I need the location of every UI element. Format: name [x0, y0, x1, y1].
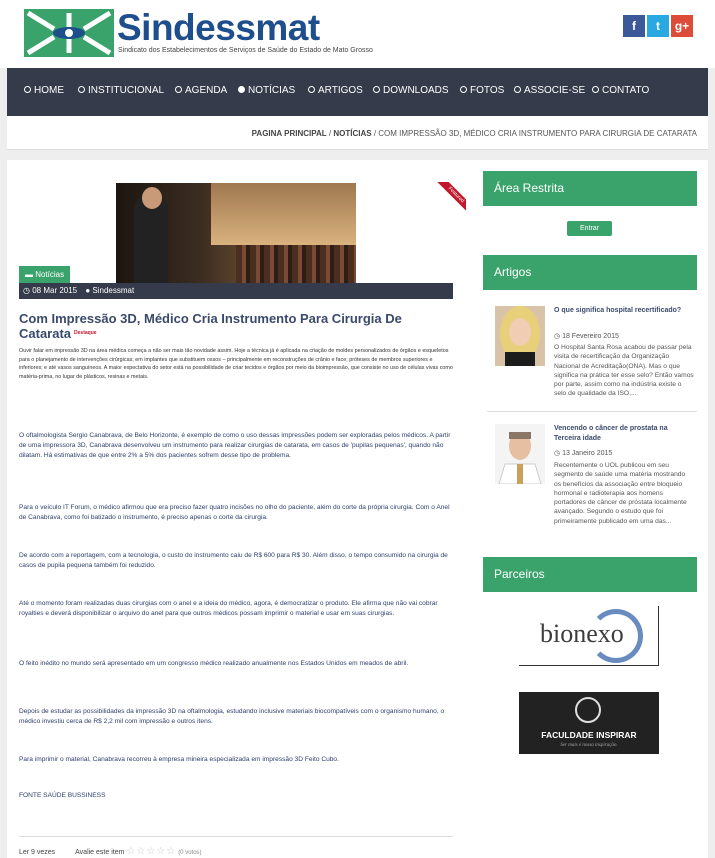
circle-icon: [592, 86, 599, 93]
article-image[interactable]: [116, 183, 356, 283]
article-paragraph: Até o momento foram realizadas duas cirurgias com o anel e a ideia do médico, agora, é democratizar o produto. Ele afirma que não vai cobrar royalties e deverá disponibilizar o arquivo do anel para que outros médicos possam imprimir o material e usar em suas cirurgias.: [19, 600, 438, 617]
nav-home[interactable]: [24, 85, 64, 96]
article-meta: [19, 283, 453, 299]
vote-count: (0 votos): [178, 850, 202, 856]
divider: [19, 836, 453, 837]
articles-header: [483, 255, 697, 290]
nav-institucional[interactable]: [78, 85, 164, 96]
brand-subtitle: Sindicato dos Estabelecimentos de Serviços de Saúde do Estado de Mato Grosso: [118, 47, 373, 54]
sidebar-article: [487, 424, 697, 539]
article-author[interactable]: Sindessmat: [92, 286, 135, 295]
google-plus-glyph: g+: [674, 19, 690, 33]
featured-badge: Destaque: [74, 330, 97, 336]
partner-name: bionexo: [540, 619, 624, 648]
partner-logo-bionexo[interactable]: [519, 606, 659, 666]
inspirar-emblem-icon: [575, 697, 601, 723]
nav-fotos[interactable]: [460, 85, 504, 96]
twitter-glyph: t: [656, 19, 660, 33]
star-icon[interactable]: ☆: [166, 846, 176, 857]
circle-icon: [460, 86, 467, 93]
article-thumbnail[interactable]: [495, 424, 545, 484]
restricted-area-title: Área Restrita: [494, 181, 565, 195]
clock-icon: ◷: [554, 450, 563, 457]
folder-icon: ▬: [25, 270, 36, 279]
ribbon-label: Featured: [436, 182, 466, 215]
sidebar-article-title[interactable]: Vencendo o câncer de prostata na Terceira idade: [554, 425, 668, 442]
category-label: Notícias: [35, 270, 65, 279]
star-icon[interactable]: ☆: [156, 846, 166, 857]
article-paragraph: Para imprimir o material, Canabrava recorreu à empresa mineira especializada em impressão 3D Feito Cubo.: [19, 756, 339, 763]
article-paragraph: O oftalmologista Sergio Canabrava, de Belo Horizonte, é exemplo de como o uso dessas impressões podem ser exploradas pelos médicos. A partir de uma impressora 3D, Canabrava desenvolveu um instrumento para realizar cirurgias de catarata, em casos de 'pupilas pequenas', quando não dilatam. Há estimativas de que entre 2% a 5% dos pacientes sofrem desse tipo de problema.: [19, 432, 451, 459]
sidebar-article-title[interactable]: O que significa hospital recertificado?: [554, 307, 682, 314]
nav-label: HOME: [34, 85, 64, 96]
nav-label: AGENDA: [185, 85, 228, 96]
article-paragraph: Para o veículo IT Forum, o médico afirmou que era preciso fazer quatro incisões no olho do paciente, além do corte da própria cirurgia. Com o Anel de Canabrava, como foi batizado o instrumento, é preciso apenas o corte da cirurgia.: [19, 504, 450, 521]
article-paragraph: De acordo com a reportagem, com a tecnologia, o custo do instrumento caiu de R$ 600 para R$ 30. Além disso, o tempo consumido na cirurgia de casos de pupila pequena também foi reduzido.: [19, 552, 448, 569]
circle-icon: [78, 86, 85, 93]
clock-icon: ◷: [554, 333, 563, 340]
star-icon[interactable]: ☆: [136, 846, 146, 857]
divider: [487, 411, 697, 412]
date-text: 13 Janeiro 2015: [562, 450, 613, 457]
nav-artigos[interactable]: [308, 85, 363, 96]
sidebar-article-excerpt: Recentemente o UOL publicou em seu segmento de saúde uma matéria mostrando os benefícios da associação entre bloqueio hormonal e radioterapia aos homens portadores de câncer de próstata localmente avançado. Segundo o estudo que foi primeiramente publicado em uma das...: [554, 462, 687, 525]
circle-icon: [175, 86, 182, 93]
image-background: [211, 183, 356, 245]
breadcrumb-home[interactable]: PAGINA PRINCIPAL: [251, 129, 327, 138]
sidebar-article: [487, 306, 697, 406]
partner-name: FACULDADE INSPIRAR: [541, 730, 637, 740]
partner-logo-inspirar[interactable]: [519, 692, 659, 754]
partner-slogan: Ser mais é nossa inspiração.: [560, 743, 618, 748]
circle-icon: [24, 86, 31, 93]
sidebar-article-excerpt: O Hospital Santa Rosa acabou de passar pela visita de recertificação da Organização Nacional de Acreditação(ONA). Mas o que significa na prática ter esse selo? Então vamos por parte, assim como na indústria existe o selo de qualidade da ISO,...: [554, 344, 694, 398]
nav-downloads[interactable]: [373, 85, 449, 96]
article-title-text: Com Impressão 3D, Médico Cria Instrumento Para Cirurgia De Catarata: [19, 311, 402, 341]
nav-label: INSTITUCIONAL: [88, 85, 165, 96]
circle-icon: [308, 86, 315, 93]
nav-contato[interactable]: [592, 85, 649, 96]
nav-associe-se[interactable]: [514, 85, 585, 96]
nav-label: DOWNLOADS: [383, 85, 449, 96]
articles-title: Artigos: [494, 265, 532, 279]
breadcrumb-current: COM IMPRESSÃO 3D, MÉDICO CRIA INSTRUMENTO PARA CIRURGIA DE CATARATA: [378, 129, 697, 138]
login-button[interactable]: Entrar: [567, 221, 612, 236]
clock-icon: ◷: [23, 286, 33, 295]
restricted-area-header: [483, 171, 697, 206]
breadcrumb: [252, 129, 697, 138]
image-speaker-head: [142, 187, 162, 209]
sidebar-article-date: [554, 332, 619, 340]
twitter-icon[interactable]: [647, 15, 669, 37]
nav-label: ASSOCIE-SE: [524, 85, 586, 96]
nav-label: NOTÍCIAS: [248, 85, 296, 96]
site-header: [0, 0, 715, 68]
user-icon: ●: [85, 286, 93, 295]
article-source: FONTE SAÚDE BUSSINESS: [19, 792, 106, 799]
circle-icon: [514, 86, 521, 93]
facebook-glyph: f: [632, 19, 636, 33]
facebook-icon[interactable]: [623, 15, 645, 37]
article-date: 08 Mar 2015: [32, 286, 78, 295]
category-tag[interactable]: [19, 266, 70, 283]
nav-label: FOTOS: [470, 85, 505, 96]
sidebar-article-date: [554, 449, 612, 457]
article-paragraph: Depois de estudar as possibilidades da impressão 3D na oftalmologia, estudando inclusive materiais biocompatíveis com o organismo humano, o médico investiu cerca de R$ 2,2 mil com impressão e outros itens.: [19, 708, 445, 725]
partners-title: Parceiros: [494, 567, 545, 581]
logo-icon: [24, 9, 114, 57]
breadcrumb-bar: [7, 116, 708, 150]
circle-icon: [238, 86, 245, 93]
article-title: [19, 311, 444, 341]
nav-noticias[interactable]: [238, 85, 295, 96]
image-audience: [236, 245, 356, 283]
article-paragraph: O feito inédito no mundo será apresentado em um congresso médico realizado anualmente nos Estados Unidos em meados de abril.: [19, 660, 409, 667]
star-icon[interactable]: ☆: [126, 846, 136, 857]
nav-label: CONTATO: [602, 85, 650, 96]
partners-header: [483, 557, 697, 592]
star-icon[interactable]: ☆: [146, 846, 156, 857]
article-footer: [19, 846, 202, 857]
rate-label: Avalie este item: [75, 849, 125, 856]
date-text: 18 Fevereiro 2015: [562, 333, 619, 340]
article-paragraph: Ouvir falar em impressão 3D na área médica começa a não ser mais tão novidade assim. Hoje a técnica já é aplicada na criação de moldes personalizados de órgãos e esqueletos para o planejamento de intervenções cirúrgicas; em implantes que substituem ossos – principalmente em reconstruções de crânio e face; próteses de membros superiores e inferiores; e até vasos sanguíneos. A maior expectativa do setor está na possibilidade de criar tecidos e órgãos por meio da bioimpressão, que consiste no uso de células vivas como matéria-prima, no lugar de plásticos, resinas e metais.: [19, 348, 453, 380]
read-count: Ler 9 vezes: [19, 849, 56, 856]
circle-icon: [373, 86, 380, 93]
brand-name[interactable]: Sindessmat: [117, 7, 320, 48]
featured-ribbon: [432, 182, 466, 216]
breadcrumb-separator: /: [328, 129, 332, 138]
breadcrumb-section[interactable]: NOTÍCIAS: [333, 129, 372, 138]
main-nav: [7, 68, 708, 116]
google-plus-icon[interactable]: [671, 15, 693, 37]
nav-agenda[interactable]: [175, 85, 227, 96]
article-thumbnail[interactable]: [495, 306, 545, 366]
breadcrumb-separator: /: [373, 129, 377, 138]
nav-label: ARTIGOS: [318, 85, 363, 96]
